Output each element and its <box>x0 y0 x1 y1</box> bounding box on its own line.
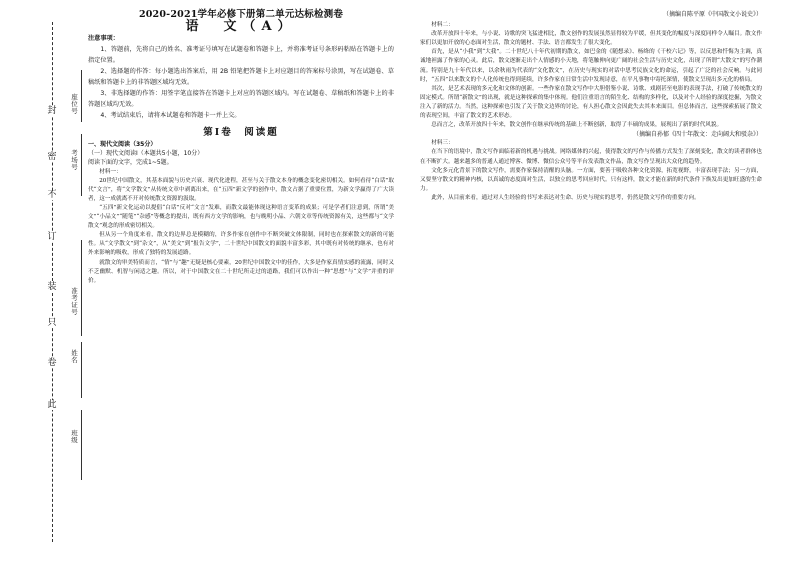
left-column <box>88 10 394 286</box>
material1-source: （摘编自陈平原《中国散文小说史》） <box>662 11 762 18</box>
class-label: 班级 <box>71 429 78 444</box>
class-line <box>81 410 82 480</box>
notice-item-2: 2、选择题的作答：每小题选出答案后，用 2B 铅笔把答题卡上对应题目的答案标号涂黑，写在试题卷、草稿纸和答题卡上的非答题区域均无效。 <box>88 68 394 87</box>
seat-number-line <box>81 70 82 122</box>
fold-char-7: 卷 <box>47 358 57 368</box>
fold-char-3: 不 <box>47 190 57 200</box>
material3-paragraph-1: 在当下的语境中，散文写作面临着新的机遇与挑战。网络媒体的兴起，使得散文的写作与传播方式发生了深刻变化，散文的读者群体也在不断扩大。越来越多的普通人通过博客、微博、微信公众号等平台发表散文作品，散文写作呈现出大众化的趋势。 <box>420 149 762 165</box>
notice-item-1: 1、答题前，先将自己的姓名、准考证号填写在试题卷和答题卡上，并将准考证号条形码粘贴在答题卡上的指定位置。 <box>88 46 394 65</box>
exam-room-line <box>81 134 82 196</box>
section-heading: 一、现代文阅读（35分） <box>88 141 157 149</box>
material1-paragraph-4: 就散文的审美特质而言，“情”与“趣”无疑是核心要素，20世纪中国散文中的佳作，大多是作家真情实感的流露，同时又不乏幽默、机智与闲适之趣。所以，对于中国散文在二十世纪所走过的道路，我们可以作出一种“思想”与“文学”并重的评价。 <box>88 259 394 284</box>
fold-char-1: 封 <box>47 106 57 116</box>
material3-paragraph-2: 文化多元化背景下的散文写作，需要作家保持清醒的头脑。一方面，要善于吸收各种文化资源，拓宽视野，丰富表现手法；另一方面，又要坚守散文的精神内核，以真诚的态度面对生活，以独立的思考回应时代。只有这样，散文才能在新的时代条件下焕发出更加旺盛的生命力。 <box>420 167 762 192</box>
reading-instruction: 阅读下面的文字，完成1~5题。 <box>88 159 173 167</box>
seat-number-label: 座位号 <box>71 93 78 115</box>
subsection-heading: （一）现代文阅读Ⅰ（本题共5小题，10分） <box>88 150 204 158</box>
material1-label: 材料一： <box>99 168 122 175</box>
subject-title: 语 文（A） <box>185 19 297 35</box>
material1-paragraph-3: 但从另一个角度来看，散文的边界总是模糊的，许多作家在创作中不断突破文体限制，同时也在探索散文的新的可能性。从“文学散文”到“杂文”，从“美文”到“报告文学”，二十世纪中国散文的面貌丰富多彩，其中既有对传统的继承，也有对外来影响的吸收，形成了独特的发展道路。 <box>88 232 394 257</box>
fold-char-2: 密 <box>47 152 57 162</box>
material2-paragraph-1: 改革开放四十年来，与小说、诗歌的突飞猛进相比，散文创作的发展虽然显得较为平缓，但其变化的幅度与深度同样令人瞩目。散文作家们以更加开放的心态面对生活，散文的题材、手法、语言都发生了很大变化。 <box>420 31 762 47</box>
notice-item-3: 3、非选择题的作答：用签字笔直接答在答题卡上对应的答题区域内。写在试题卷、草稿纸和答题卡上的非答题区域均无效。 <box>88 90 394 109</box>
fold-char-8: 此 <box>47 400 57 410</box>
name-line <box>81 342 82 398</box>
fold-char-5: 装 <box>47 282 57 292</box>
material2-label: 材料二： <box>431 22 454 29</box>
notice-heading: 注意事项： <box>88 35 119 43</box>
material2-paragraph-2: 首先，是从“小我”到“大我”。二十世纪八十年代初期的散文，如巴金的《随想录》、杨绛的《干校六记》等，以反思和忏悔为主调，真诚地袒露了作家的心灵。此后，散文逐渐走出个人情感的小天地，将笔触伸向更广阔的社会生活与历史文化，出现了所谓“大散文”的写作潮流。特别是九十年代以来，以余秋雨为代表的“文化散文”，在历史与现实的对话中思考民族文化的命运，引起了广泛的社会反响。与此同时，“五四”以来散文的个人化传统也得到延续，许多作家在日常生活中发现诗意，在平凡事物中寄托深情，使散文呈现出多元化的格局。 <box>420 49 762 83</box>
material1-paragraph-2: “五四”新文化运动以提倡“白话”反对“文言”发难，而散文最能体现这种语言变革的成果；可是学者们注意到，所谓“美文”“小品文”“随笔”“杂感”等概念的提出，既有西方文学的影响，也与晚明小品、六朝文章等传统资源有关，这些都与“文学散文”观念的形成密切相关。 <box>88 204 394 230</box>
material2-paragraph-3: 其次，是艺术表现的多元化和文体的创新。一些作家在散文写作中大胆借鉴小说、诗歌、戏剧甚至电影的表现手法，打破了传统散文的固定模式。所谓“新散文”的出现，就是这种探索的集中体现。他们注重语言的陌生化、结构的多样化，以及对个人经验的深度挖掘，为散文注入了新的活力。当然，这种探索也引发了关于散文边界的讨论，有人担心散文会因此失去其本来面目。但总体而言，这些探索拓展了散文的表现空间，丰富了散文的艺术形态。 <box>420 85 762 120</box>
name-label: 姓名 <box>71 349 78 364</box>
right-column <box>420 10 762 203</box>
material3-paragraph-3: 此外，从目前来看，通过对人生经验的书写来表达对生命、历史与现实的思考，仍然是散文写作的重要方向。 <box>431 194 700 201</box>
binding-margin <box>0 0 84 561</box>
notice-block <box>88 33 394 121</box>
material1-paragraph-1: 20世纪中国散文，其基本面貌与历史兴衰、现代化进程，甚至与关于散文本身的概念变化密切相关。如何看待“白话”取代“文言”，将“文学散文”从传统文章中剥离出来，在“五四”新文学的创作中，散文占据了重要位置，为新文学赢得了广大读者，这一成就离不开对传统散文资源的汲取。 <box>88 177 394 202</box>
exam-room-label: 考场号 <box>71 149 78 171</box>
ticket-number-label: 准考证号 <box>71 287 78 316</box>
material2-paragraph-4: 总而言之，改革开放四十年来，散文创作在继承传统的基础上不断创新，取得了丰硕的成果，展现出了新的时代风貌。 <box>431 122 723 129</box>
ticket-number-line <box>81 240 82 336</box>
material2-source: （摘编自孙郁《四十年散文：走向阔大和驳杂》） <box>632 131 762 139</box>
exam-title: 2020-2021学年必修下册第二单元达标检测卷 <box>138 9 344 20</box>
part1-title: 第Ⅰ卷 阅读题 <box>203 127 279 139</box>
notice-item-4: 4、考试结束后，请将本试题卷和答题卡一并上交。 <box>100 112 241 120</box>
material3-label: 材料三： <box>431 140 454 147</box>
fold-char-4: 订 <box>47 232 57 242</box>
fold-char-6: 只 <box>47 318 57 328</box>
